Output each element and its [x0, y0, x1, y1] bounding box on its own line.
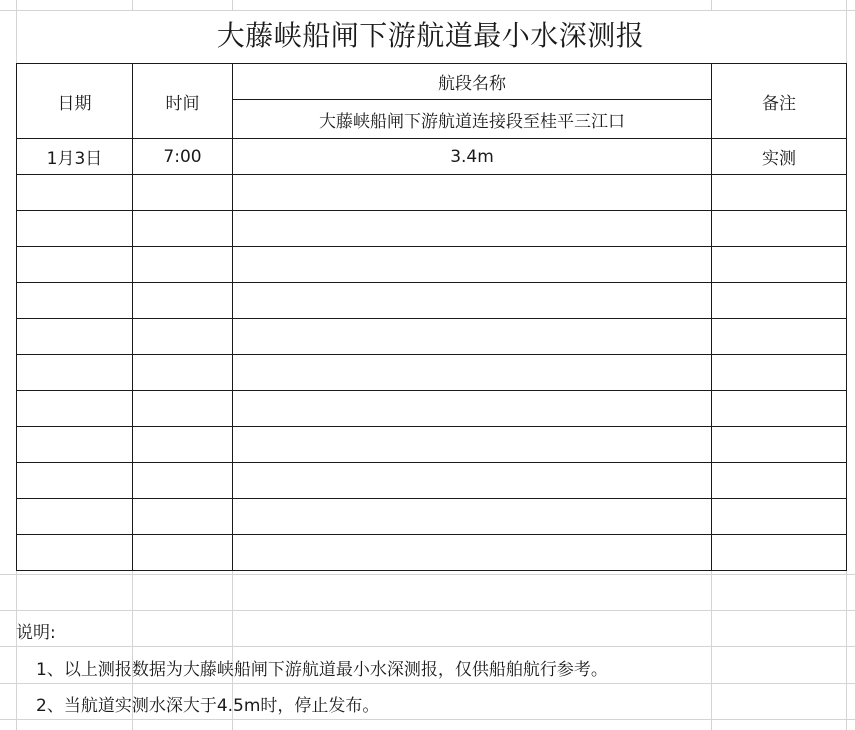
cell-remarks[interactable]: [712, 283, 847, 319]
cell-remarks[interactable]: [712, 427, 847, 463]
cell-remarks[interactable]: [712, 391, 847, 427]
table-row: [17, 355, 847, 391]
header-section-value[interactable]: 大藤峡船闸下游航道连接段至桂平三江口: [233, 100, 712, 139]
cell-time[interactable]: [133, 211, 233, 247]
cell-time[interactable]: [133, 175, 233, 211]
report-title: 大藤峡船闸下游航道最小水深测报: [216, 19, 645, 52]
cell-depth[interactable]: [233, 211, 712, 247]
cell-date[interactable]: [17, 499, 133, 535]
table-row: [17, 463, 847, 499]
table-row: [17, 391, 847, 427]
table-row: [17, 499, 847, 535]
header-remarks[interactable]: 备注: [712, 64, 847, 139]
table-row: [17, 139, 847, 175]
cell-remarks[interactable]: [712, 211, 847, 247]
cell-remarks[interactable]: [712, 319, 847, 355]
cell-depth[interactable]: [233, 247, 712, 283]
cell-date[interactable]: [17, 355, 133, 391]
cell-depth[interactable]: [233, 175, 712, 211]
cell-time[interactable]: [133, 319, 233, 355]
cell-remarks[interactable]: 实测: [712, 139, 847, 175]
cell-remarks[interactable]: [712, 247, 847, 283]
cell-date[interactable]: [17, 535, 133, 571]
cell-depth[interactable]: [233, 427, 712, 463]
cell-remarks[interactable]: [712, 355, 847, 391]
cell-date[interactable]: [17, 175, 133, 211]
cell-time[interactable]: [133, 355, 233, 391]
cell-depth[interactable]: [233, 355, 712, 391]
table-row: [17, 319, 847, 355]
cell-time[interactable]: [133, 535, 233, 571]
notes-heading: 说明:: [16, 623, 56, 643]
cell-depth[interactable]: [233, 283, 712, 319]
header-time[interactable]: 时间: [133, 64, 233, 139]
cell-date[interactable]: [17, 391, 133, 427]
cell-remarks[interactable]: [712, 175, 847, 211]
cell-date[interactable]: [17, 427, 133, 463]
cell-remarks[interactable]: [712, 535, 847, 571]
cell-date[interactable]: [17, 211, 133, 247]
cell-depth[interactable]: [233, 499, 712, 535]
cell-depth[interactable]: [233, 535, 712, 571]
cell-time[interactable]: 7:00: [133, 139, 233, 175]
cell-date[interactable]: 1月3日: [17, 139, 133, 175]
header-section-name[interactable]: 航段名称: [233, 64, 712, 100]
cell-remarks[interactable]: [712, 463, 847, 499]
cell-date[interactable]: [17, 247, 133, 283]
cell-depth[interactable]: 3.4m: [233, 139, 712, 175]
table-row: [17, 247, 847, 283]
header-date[interactable]: 日期: [17, 64, 133, 139]
cell-date[interactable]: [17, 463, 133, 499]
note-item-1: 1、以上测报数据为大藤峡船闸下游航道最小水深测报，仅供船舶航行参考。: [36, 660, 608, 680]
cell-time[interactable]: [133, 391, 233, 427]
table-row: [17, 211, 847, 247]
cell-time[interactable]: [133, 247, 233, 283]
table-row: [17, 283, 847, 319]
cell-date[interactable]: [17, 319, 133, 355]
cell-date[interactable]: [17, 283, 133, 319]
cell-depth[interactable]: [233, 319, 712, 355]
table-row: [17, 427, 847, 463]
cell-depth[interactable]: [233, 463, 712, 499]
cell-time[interactable]: [133, 463, 233, 499]
cell-remarks[interactable]: [712, 499, 847, 535]
table-row: [17, 175, 847, 211]
cell-time[interactable]: [133, 283, 233, 319]
note-item-2: 2、当航道实测水深大于4.5m时，停止发布。: [36, 696, 380, 716]
cell-depth[interactable]: [233, 391, 712, 427]
cell-time[interactable]: [133, 427, 233, 463]
table-row: [17, 535, 847, 571]
depth-report-table: [16, 63, 847, 571]
cell-time[interactable]: [133, 499, 233, 535]
